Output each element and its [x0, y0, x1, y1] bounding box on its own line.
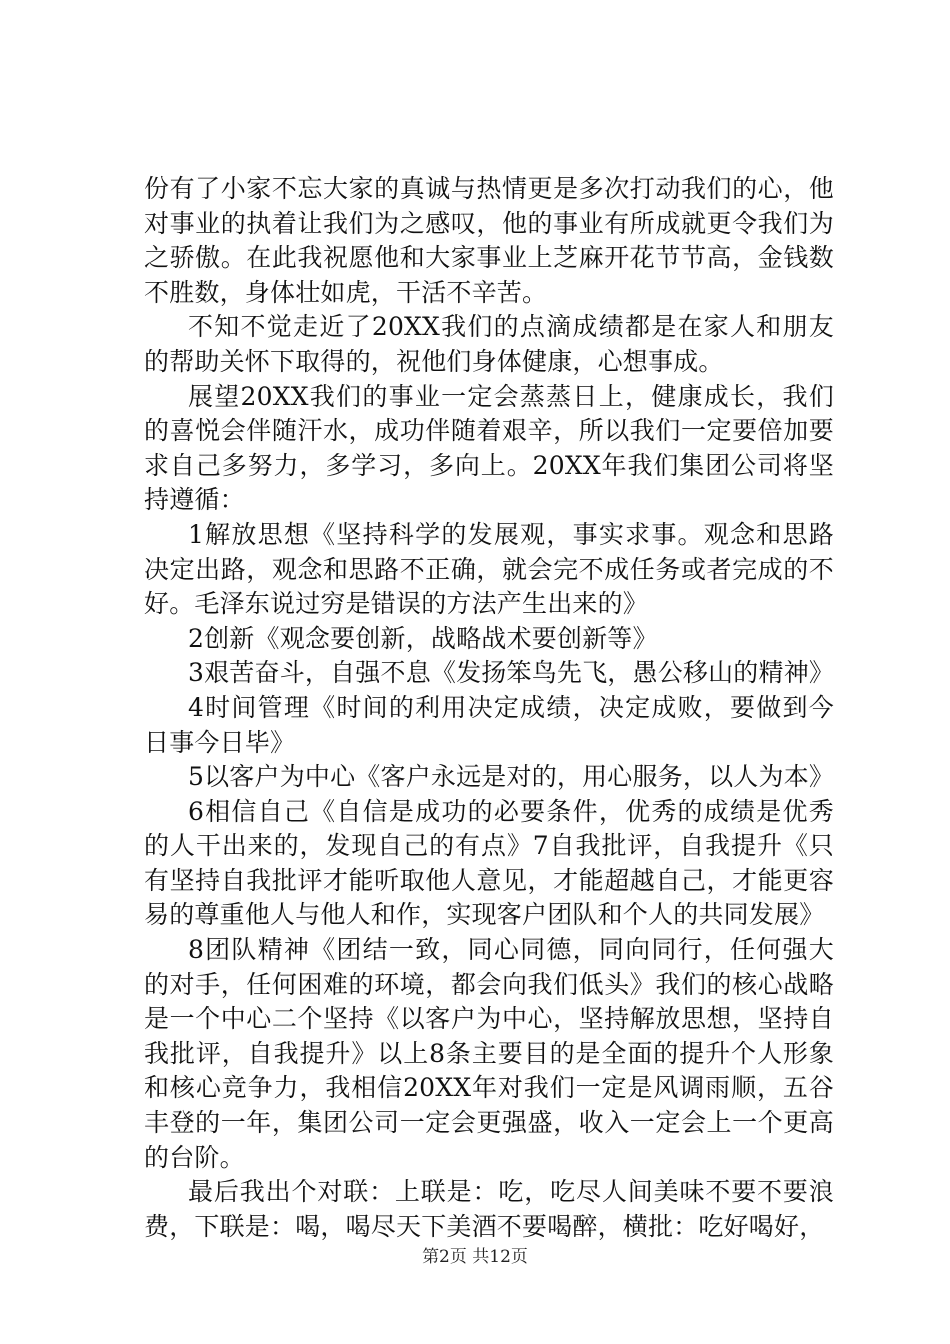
page-number-footer: 第2页 共12页 [422, 1247, 528, 1267]
list-item-2-innovation: 2创新《观念要创新，战略战术要创新等》 [188, 623, 658, 653]
list-item-1-liberate-thought: 1解放思想《坚持科学的发展观，事实求事。观念和思路决定出路，观念和思路不正确，就会完不成任务或者完成的不好。毛泽东说过穷是错误的方法产生出来的》 [144, 519, 834, 619]
list-item-6-7-self-belief: 6相信自己《自信是成功的必要条件，优秀的成绩是优秀的人干出来的，发现自己的有点》7自我批评，自我提升《只有坚持自我批评才能听取他人意见，才能超越自己，才能更容易的尊重他人与他人和作，实现客户团队和个人的共同发展》 [144, 796, 834, 930]
document-body [144, 172, 834, 1244]
list-item-5-customer-centric: 5以客户为中心《客户永远是对的，用心服务，以人为本》 [188, 762, 835, 792]
paragraph-achievements: 不知不觉走近了20XX我们的点滴成绩都是在家人和朋友的帮助关怀下取得的，祝他们身体健康，心想事成。 [144, 312, 834, 376]
paragraph-couplet: 最后我出个对联：上联是：吃，吃尽人间美味不要不要浪费，下联是：喝，喝尽天下美酒不要喝醉，横批：吃好喝好， [144, 1177, 834, 1241]
paragraph-outlook: 展望20XX我们的事业一定会蒸蒸日上，健康成长，我们的喜悦会伴随汗水，成功伴随着艰辛，所以我们一定要倍加要求自己多努力，多学习，多向上。20XX年我们集团公司将坚持遵循： [144, 381, 834, 515]
list-item-3-hard-work: 3艰苦奋斗，自强不息《发扬笨鸟先飞，愚公移山的精神》 [188, 658, 835, 688]
list-item-8-team-spirit: 8团队精神《团结一致，同心同德，同向同行，任何强大的对手，任何困难的环境，都会向我们低头》我们的核心战略是一个中心二个坚持《以客户为中心，坚持解放思想，坚持自我批评，自我提升》以上8条主要目的是全面的提升个人形象和核心竞争力，我相信20XX年对我们一定是风调雨顺，五谷丰登的一年，集团公司一定会更强盛，收入一定会上一个更高的台阶。 [144, 935, 834, 1172]
list-item-4-time-management: 4时间管理《时间的利用决定成绩，决定成败，要做到今日事今日毕》 [144, 692, 834, 757]
paragraph-continuation: 份有了小家不忘大家的真诚与热情更是多次打动我们的心，他对事业的执着让我们为之感叹，他的事业有所成就更令我们为之骄傲。在此我祝愿他和大家事业上芝麻开花节节高，金钱数不胜数，身体壮如虎，干活不辛苦。 [144, 174, 834, 307]
